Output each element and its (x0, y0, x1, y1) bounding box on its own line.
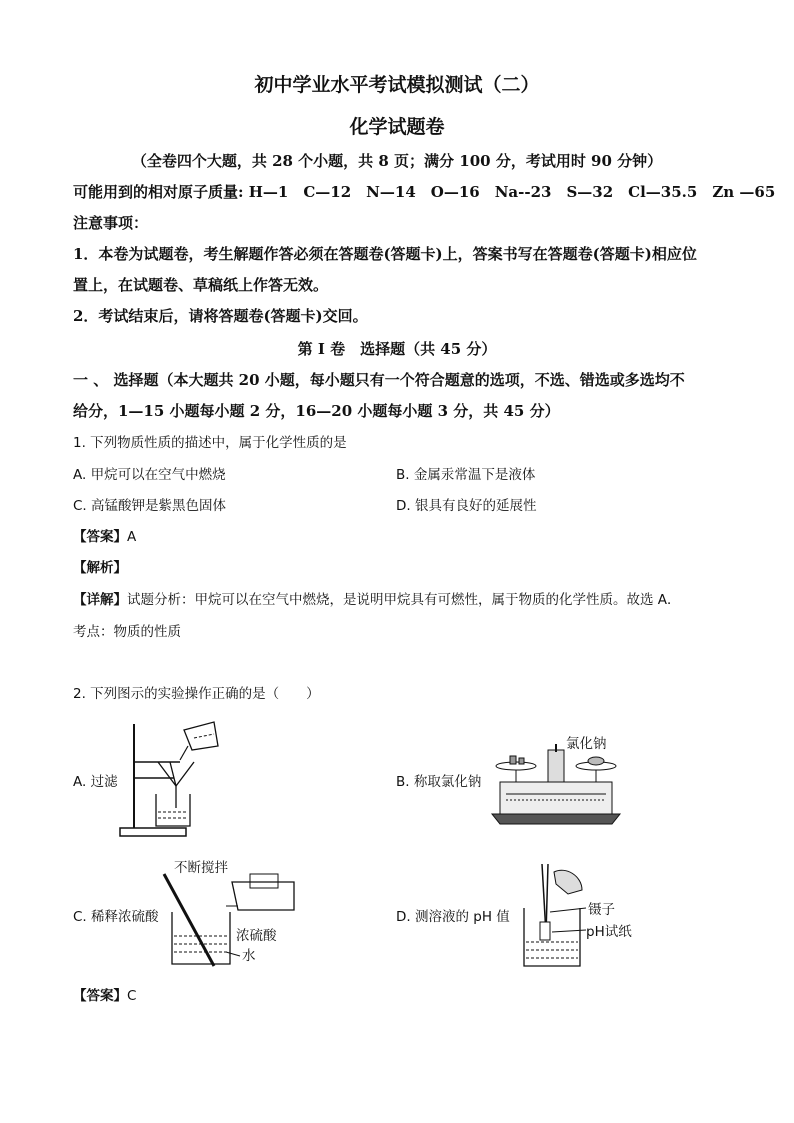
label-water: 水 (242, 948, 256, 964)
label-ph-paper: pH试纸 (586, 924, 632, 940)
balance-figure (486, 730, 626, 828)
notice-title: 注意事项： (73, 214, 149, 232)
section-desc-line-1: 一 、 选择题（本大题共 20 小题，每小题只有一个符合题意的选项，不选、错选或多选均不 (73, 371, 685, 389)
answer-tag: 【答案】 (73, 988, 127, 1004)
answer-value: C (127, 988, 137, 1004)
detail-text: 试题分析：甲烷可以在空气中燃烧，是说明甲烷具有可燃性，属于物质的化学性质。故选 A． (127, 592, 681, 608)
q2-option-d: D. 测溶液的 pH 值 (396, 909, 510, 925)
page-subtitle: 化学试题卷 (349, 116, 445, 138)
section-title: 第 I 卷 选择题（共 45 分） (297, 340, 497, 358)
answer-tag: 【答案】 (73, 529, 127, 545)
detail-tag: 【详解】 (73, 592, 127, 608)
section-desc-line-2: 给分，1—15 小题每小题 2 分，16—20 小题每小题 3 分，共 45 分） (73, 402, 560, 420)
label-acid: 浓硫酸 (236, 928, 277, 944)
label-tweezers: 镊子 (588, 902, 615, 918)
q2-option-a: A. 过滤 (73, 774, 118, 790)
q1-option-b: B. 金属汞常温下是液体 (396, 467, 536, 483)
dilution-figure (160, 856, 320, 972)
q1-option-c: C. 高锰酸钾是紫黑色固体 (73, 498, 227, 514)
q1-stem: 1. 下列物质性质的描述中，属于化学性质的是 (73, 435, 347, 451)
atomic-mass-line: 可能用到的相对原子质量: H—1 C—12 N—14 O—16 Na--23 S—32 Cl—35.5 Zn —65 (73, 183, 776, 201)
notice-item-1-line-2: 置上，在试题卷、草稿纸上作答无效。 (73, 276, 329, 294)
page-title: 初中学业水平考试模拟测试（二） (254, 74, 540, 96)
label-stir: 不断搅拌 (174, 860, 228, 876)
ph-test-figure (520, 862, 640, 972)
notice-item-1-line-1: 1．本卷为试题卷，考生解题作答必须在答题卷(答题卡)上，答案书写在答题卷(答题卡)相应位 (73, 245, 697, 263)
q1-detail (73, 588, 681, 608)
filtration-figure (118, 716, 228, 840)
q2-option-c: C. 稀释浓硫酸 (73, 909, 159, 925)
label-nacl: 氯化钠 (566, 736, 607, 752)
q1-option-a: A. 甲烷可以在空气中燃烧 (73, 467, 226, 483)
q1-option-d: D. 银具有良好的延展性 (396, 498, 537, 514)
q1-answer (73, 525, 136, 545)
notice-item-2: 2．考试结束后，请将答题卷(答题卡)交回。 (73, 307, 368, 325)
q2-option-b: B. 称取氯化钠 (396, 774, 482, 790)
analysis-tag: 【解析】 (73, 560, 127, 576)
q1-point: 考点：物质的性质 (73, 624, 181, 640)
exam-info: （全卷四个大题，共 28 个小题，共 8 页；满分 100 分，考试用时 90 分钟） (131, 152, 663, 170)
q2-answer (73, 984, 136, 1004)
q1-analysis (73, 556, 127, 576)
answer-value: A (127, 529, 137, 545)
q2-stem: 2. 下列图示的实验操作正确的是（ ） (73, 686, 320, 702)
